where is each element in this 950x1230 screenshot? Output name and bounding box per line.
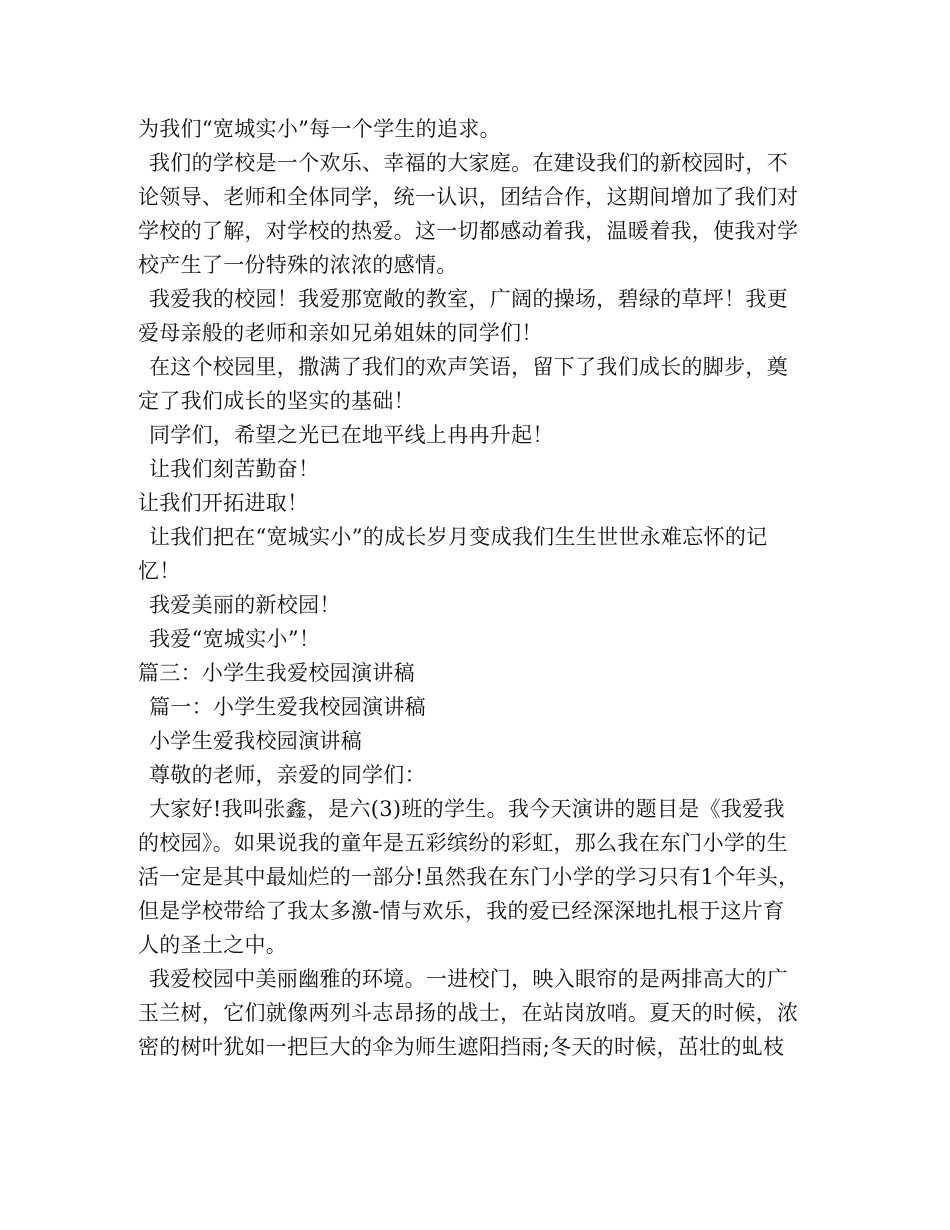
- text-line: 让我们把在“宽城实小”的成长岁月变成我们生生世世永难忘怀的记: [149, 525, 768, 549]
- text-line: 让我们刻苦勤奋！: [149, 457, 320, 481]
- text-line: 我爱我的校园！我爱那宽敞的教室，广阔的操场，碧绿的草坪！我更: [149, 287, 788, 311]
- text-line: 论领导、老师和全体同学，统一认识，团结合作，这期间增加了我们对: [138, 185, 799, 209]
- text-line: 我爱“宽城实小”！: [149, 627, 321, 651]
- text-line: 玉兰树，它们就像两列斗志昂扬的战士，在站岗放哨。夏天的时候，浓: [138, 1001, 799, 1025]
- text-line: 密的树叶犹如一把巨大的伞为师生遮阳挡雨;冬天的时候，茁壮的虬枝: [138, 1035, 785, 1059]
- text-line: 但是学校带给了我太多激-情与欢乐，我的爱已经深深地扎根于这片育: [138, 899, 785, 923]
- section-heading: 篇三：小学生我爱校园演讲稿: [138, 661, 415, 685]
- text-line: 的校园》。如果说我的童年是五彩缤纷的彩虹，那么我在东门小学的生: [138, 831, 788, 855]
- text-line: 大家好!我叫张鑫，是六(3)班的学生。我今天演讲的题目是《我爱我: [149, 797, 785, 821]
- document-body: [138, 112, 838, 1064]
- text-line: 我爱美丽的新校园！: [149, 593, 341, 617]
- text-line: 为我们“宽城实小”每一个学生的追求。: [138, 117, 501, 141]
- speech-title: 小学生爱我校园演讲稿: [149, 729, 362, 753]
- text-line: 在这个校园里，撒满了我们的欢声笑语，留下了我们成长的脚步，奠: [149, 355, 788, 379]
- text-line: 定了我们成长的坚实的基础！: [138, 389, 415, 413]
- text-line: 人的圣土之中。: [138, 933, 288, 957]
- text-line: 爱母亲般的老师和亲如兄弟姐妹的同学们！: [138, 321, 543, 345]
- text-line: 校产生了一份特殊的浓浓的感情。: [138, 253, 458, 277]
- text-line: 学校的了解，对学校的热爱。这一切都感动着我，温暖着我，使我对学: [138, 219, 799, 243]
- text-line: 我们的学校是一个欢乐、幸福的大家庭。在建设我们的新校园时，不: [149, 151, 788, 175]
- section-heading: 篇一：小学生爱我校园演讲稿: [149, 695, 426, 719]
- text-line: 让我们开拓进取！: [138, 491, 309, 515]
- text-line: 尊敬的老师，亲爱的同学们：: [149, 763, 426, 787]
- text-line: 忆！: [138, 559, 181, 583]
- text-line: 活一定是其中最灿烂的一部分!虽然我在东门小学的学习只有1个年头，: [138, 865, 800, 889]
- text-line: 我爱校园中美丽幽雅的环境。一进校门，映入眼帘的是两排高大的广: [149, 967, 788, 991]
- text-line: 同学们，希望之光已在地平线上冉冉升起！: [149, 423, 554, 447]
